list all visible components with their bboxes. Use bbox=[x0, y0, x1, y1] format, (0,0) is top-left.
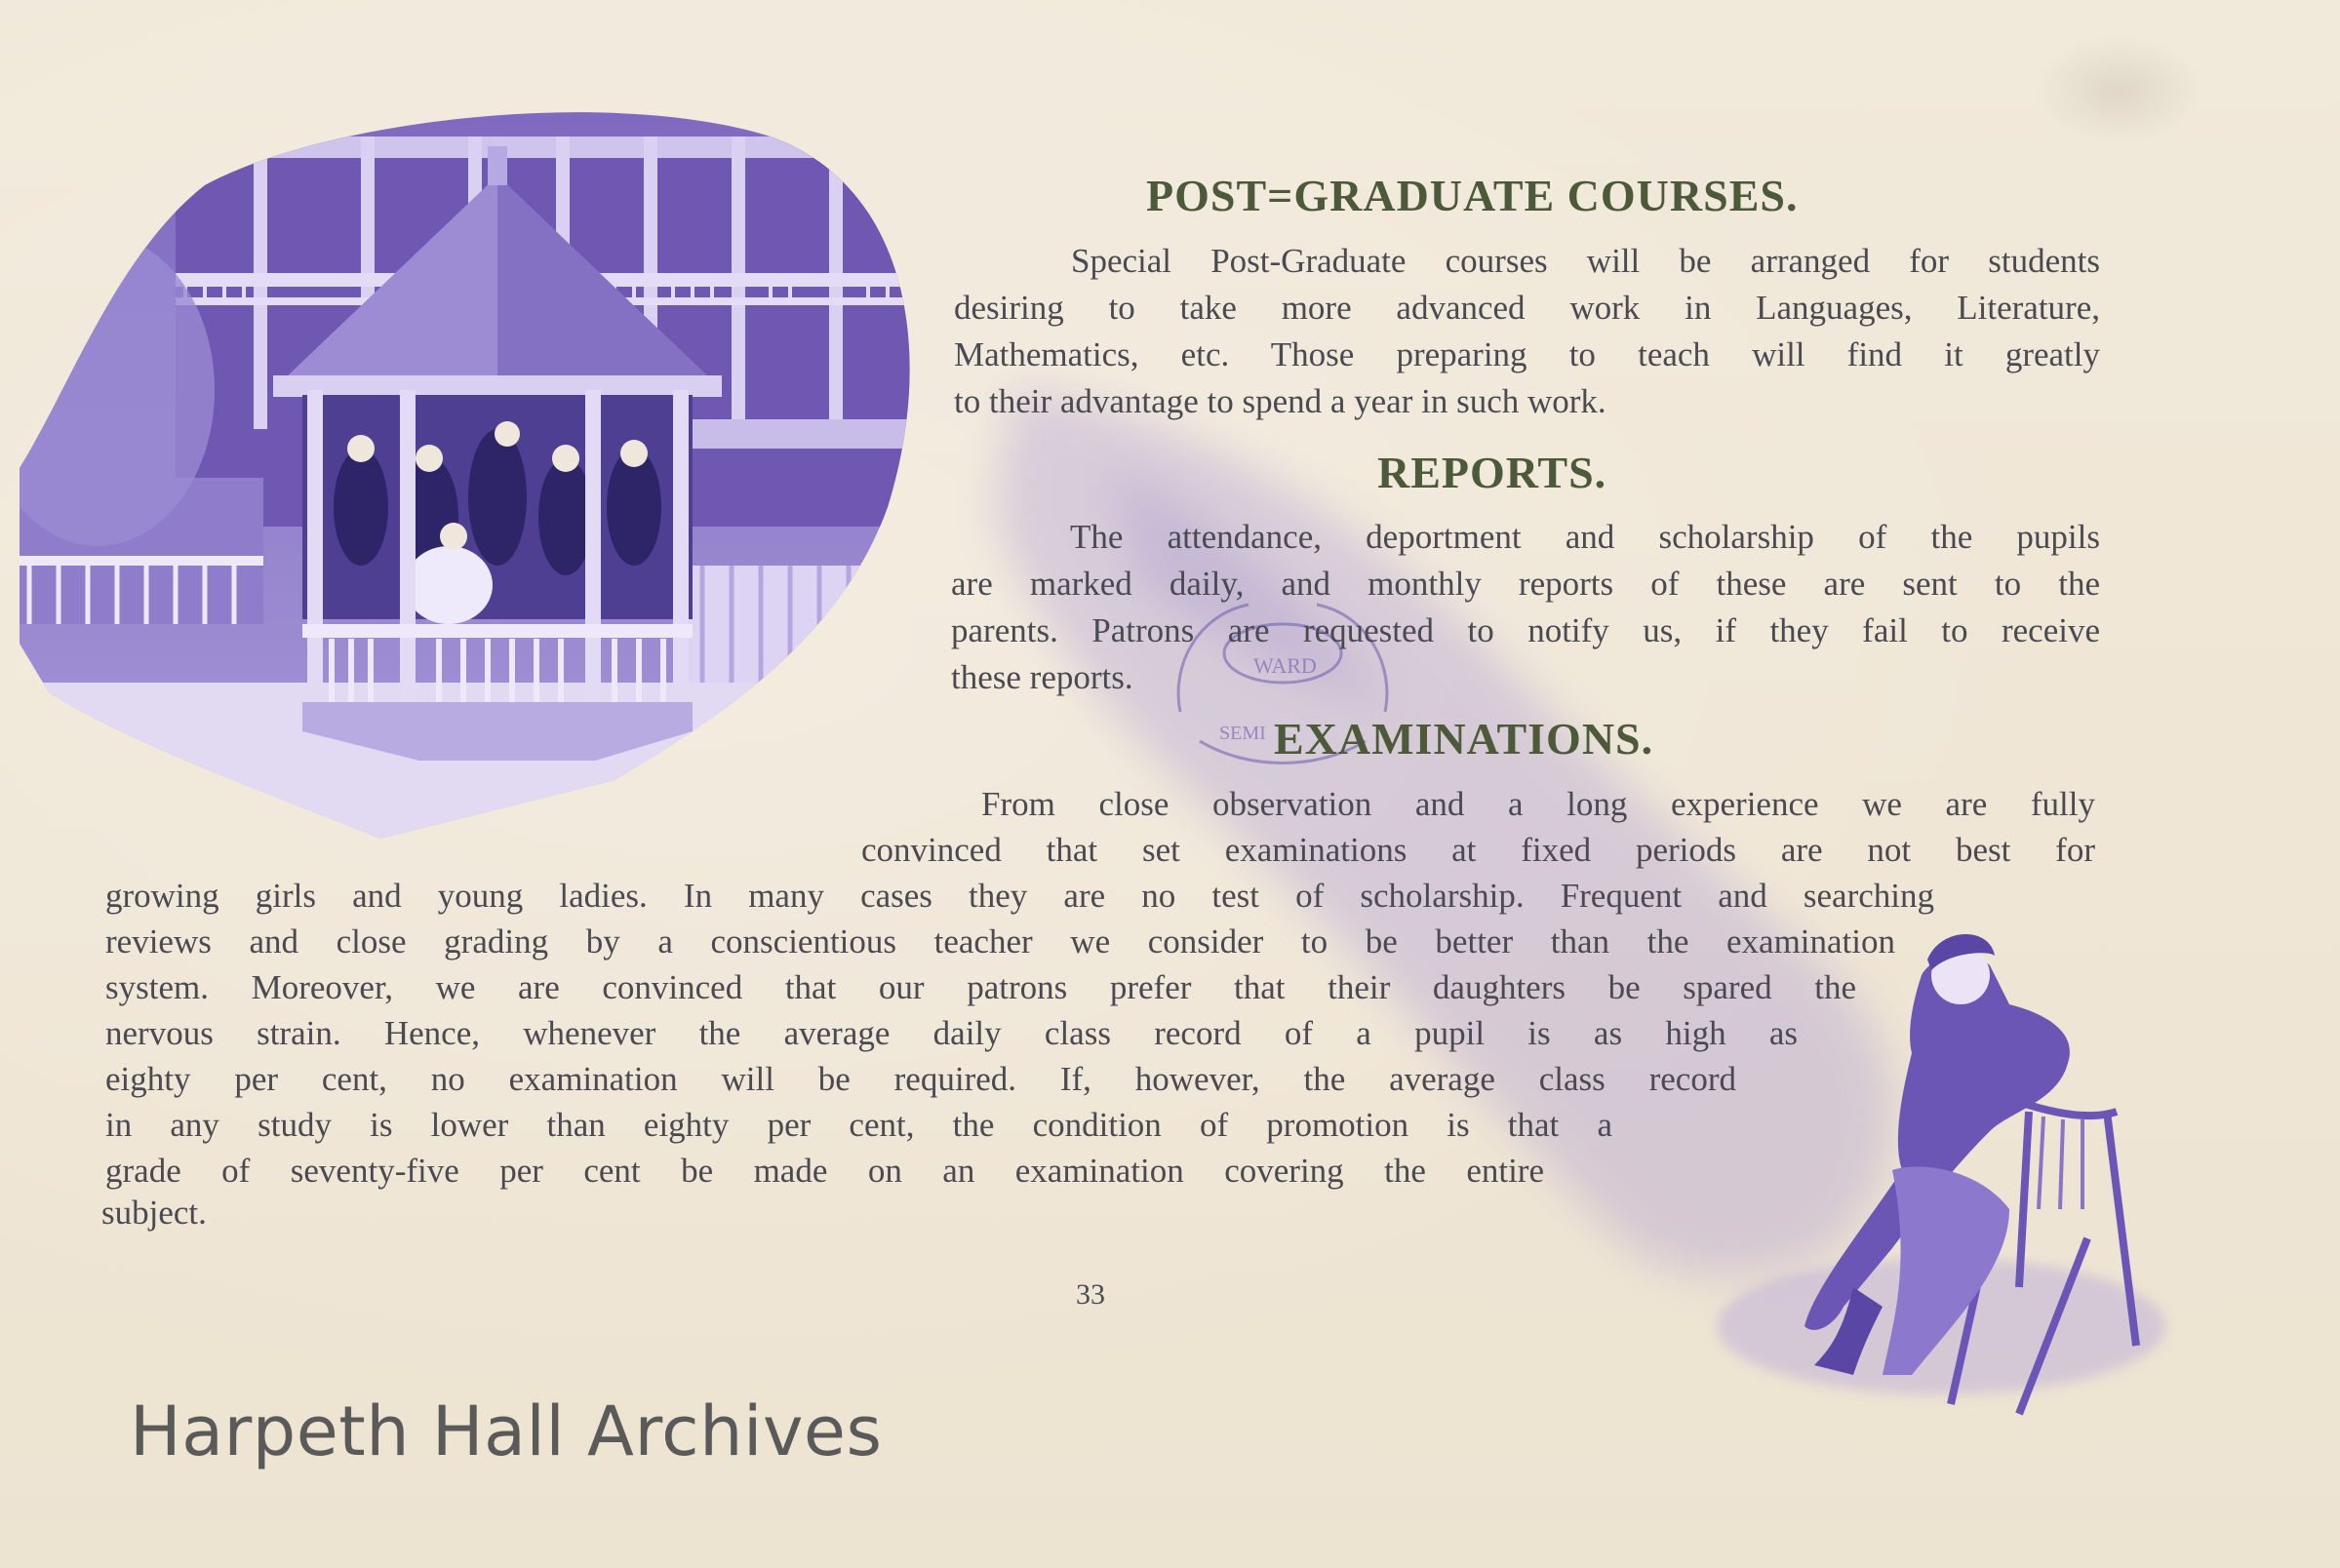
page-number: 33 bbox=[1076, 1278, 1105, 1311]
paragraph-line: in any study is lower than eighty per cent, the condition of promotion is that a bbox=[105, 1106, 1612, 1144]
archive-watermark: Harpeth Hall Archives bbox=[130, 1392, 883, 1471]
paragraph-line: reviews and close grading by a conscientious teacher we consider to be better than the examination bbox=[105, 922, 1895, 960]
examinations-heading: EXAMINATIONS. bbox=[1274, 714, 1654, 764]
paragraph-line: growing girls and young ladies. In many cases they are no test of scholarship. Frequent and searching bbox=[105, 877, 1934, 915]
paragraph-line: From close observation and a long experience we are fully bbox=[981, 785, 2095, 823]
paragraph-line: these reports. bbox=[951, 658, 1133, 696]
reports-heading: REPORTS. bbox=[1377, 448, 1607, 497]
gazebo-photo bbox=[10, 98, 936, 858]
paragraph-line: eighty per cent, no examination will be required. If, however, the average class record bbox=[105, 1060, 1736, 1098]
stamp-line-1: WARD bbox=[1253, 653, 1317, 678]
paragraph-line: system. Moreover, we are convinced that our patrons prefer that their daughters be spared the bbox=[105, 968, 1856, 1006]
reports-paragraph bbox=[951, 514, 2100, 701]
postgrad-paragraph bbox=[954, 238, 2100, 425]
paragraph-line: convinced that set examinations at fixed periods are not best for bbox=[861, 831, 2095, 869]
paragraph-line: Mathematics, etc. Those preparing to teach will find it greatly bbox=[954, 335, 2100, 373]
postgrad-heading: POST=GRADUATE COURSES. bbox=[1146, 171, 1799, 220]
paragraph-line: to their advantage to spend a year in such work. bbox=[954, 382, 1606, 420]
paragraph-line: are marked daily, and monthly reports of these are sent to the bbox=[951, 565, 2100, 603]
paper-smudge bbox=[2034, 34, 2204, 146]
paragraph-line: The attendance, deportment and scholarship of the pupils bbox=[1070, 518, 2100, 556]
paragraph-line: desiring to take more advanced work in Languages, Literature, bbox=[954, 289, 2100, 327]
paragraph-line: subject. bbox=[101, 1194, 207, 1232]
paragraph-line: parents. Patrons are requested to notify us, if they fail to receive bbox=[951, 611, 2100, 649]
stamp-line-2: SEMI bbox=[1219, 723, 1266, 744]
paragraph-line: grade of seventy-five per cent be made on an examination covering the entire bbox=[105, 1152, 1544, 1190]
paragraph-line: nervous strain. Hence, whenever the average daily class record of a pupil is as high as bbox=[105, 1014, 1798, 1052]
paragraph-line: Special Post-Graduate courses will be arranged for students bbox=[1071, 242, 2100, 280]
